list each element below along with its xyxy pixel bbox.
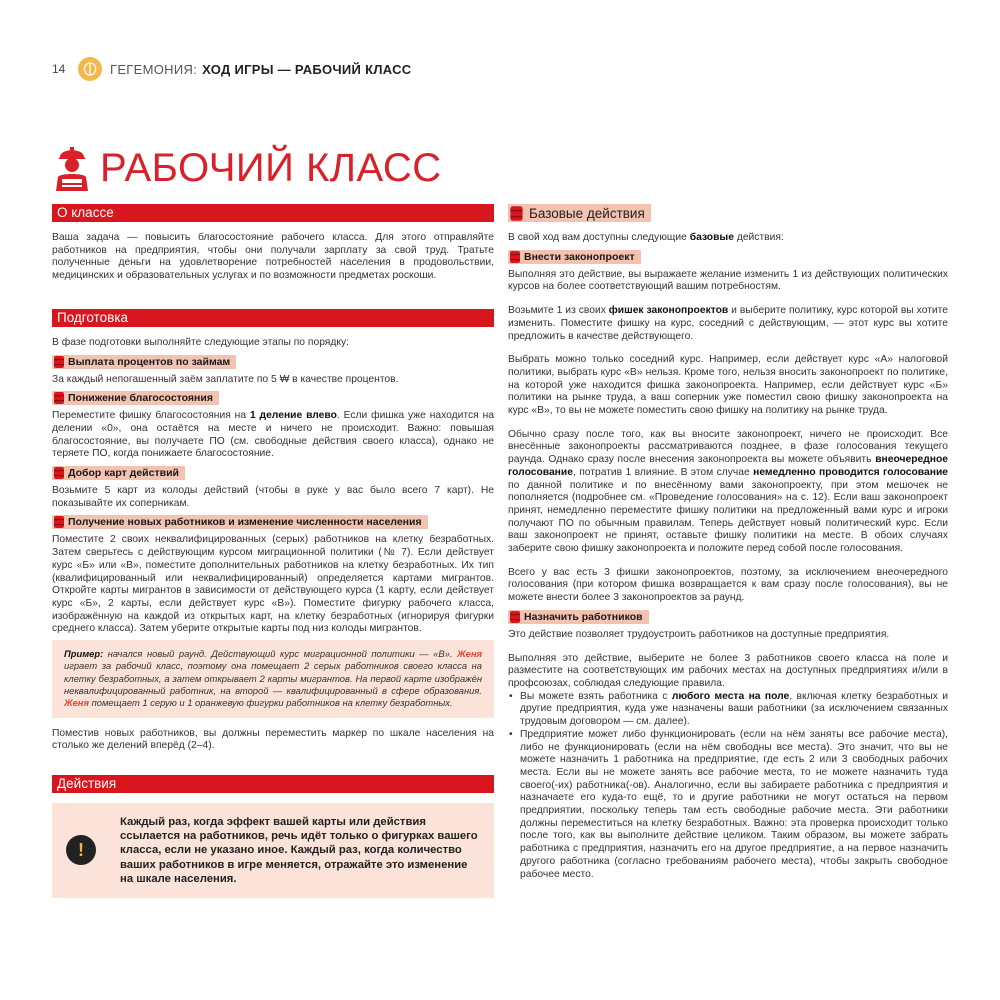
draw-heading-label: Добор карт действий [68,467,179,480]
section-basic-label: Базовые действия [529,205,645,221]
left-column [52,204,494,898]
barrel-icon [54,391,64,405]
welfare-heading [52,391,219,405]
barrel-icon [510,205,523,222]
page-title [52,142,442,194]
migration-text: Поместите 2 своих неквалифицированных (серых) работников на клетку безработных. Затем сверьтесь с действующим курсом миграционной политики (№ 7). Если действует курс «Б» или «В», поместите дополнительных работников на клетку безработных. Их тип (квалифицированный или неквалифицированный) определяется картами мигрантов. Откройте карты мигрантов в зависимости от действующего курса (1 карту, если действует курс «Б», 2 карты, если действует курс «В»). Поместите фигурку рабочего класса, изображённую на каждой из открытых карт, на клетку безработных (игнорируя фигурки среднего класса). Затем уберите открытые карты под низ колоды мигрантов. [52,534,494,635]
section-basic-heading [508,204,651,222]
example-box [52,640,494,717]
draw-text: Возьмите 5 карт из колоды действий (чтобы в руке у вас было всего 7 карт). Не показывайте их соперникам. [52,485,494,509]
about-text: Ваша задача — повысить благосостояние рабочего класса. Для этого отправляйте работников на предприятия, чтобы они получали зарплату за свой труд. Тратьте полученные деньги на удовлетворение потребностей населения в продовольствии, медицинских и образовательных услугах и по возможности предметах роскоши. [52,232,494,282]
basic-intro: В свой ход вам доступны следующие базовые действия: [508,232,784,243]
bill-p5: Всего у вас есть 3 фишки законопроектов, поэтому, за исключением внеочередного голосования (при котором фишка возвращается к вам сразу после голосования), вы не можете внести более 3 законопроектов за раунд. [508,566,948,604]
right-column [508,204,948,881]
barrel-icon [510,610,520,624]
interest-heading [52,355,236,369]
section-prep-heading: Подготовка [52,309,494,327]
brain-icon [78,57,102,81]
bill-p3: Выбрать можно только соседний курс. Например, если действует курс «А» налоговой политики, выбрать курс «В» нельзя. Кроме того, нельзя вносить законопроект по политике, на которой уже находится фишка законопроекта. Например, если действует курс «Б» политики на рынке труда, а ваш соперник уже поместил свою фишку законопроекта на курс «В», то вы не можете поместить свою фишку на политику на рынке труда. [508,354,948,417]
bill-heading [508,250,641,264]
assign-heading-label: Назначить работников [524,610,643,623]
section-actions-heading: Действия [52,775,494,793]
barrel-icon [54,466,64,480]
bill-p1: Выполняя это действие, вы выражаете желание изменить 1 из действующих политических курсов на более соответствующий вашим потребностям. [508,268,948,293]
after-migration-text: Поместив новых работников, вы должны переместить маркер по шкале населения на столько же делений вперёд (2–4). [52,727,494,752]
bill-heading-label: Внести законопроект [524,250,635,263]
assign-heading [508,610,649,624]
example-text: Пример: начался новый раунд. Действующий курс миграционной политики — «В». Женя играет за рабочий класс, поэтому она помещает 2 серых работников своего класса на клетку безработных, а затем открывает 2 карты мигрантов. На первой карте изображён неквалифицированный работник, на второй — квалифицированный в сфере образования. Женя помещает 1 серую и 1 оранжевую фигурки работников на клетку безработных. [64,648,482,709]
header-game: ГЕГЕМОНИЯ: [110,61,198,77]
page-header [52,56,411,82]
barrel-icon [54,515,64,529]
list-item: • Предприятие может либо функционировать (если на нём заняты все рабочие места), либо не функционировать (если на нём свободны все места). Это значит, что вы не можете назначить 1 работника на предприятие, где есть 2 или 3 свободных рабочих места. Если вы не можете занять все рабочие места, то не можете назначить туда своего(-их) работника(-ов). Аналогично, если вы забираете работника с предприятия и назначаете его куда-то ещё, то и другие работники не могут остаться на первом предприятии, поскольку теперь там есть свободные рабочие места. Эти работники должны переместиться на клетку безработных. Важно: эта проверка происходит только после того, как вы выполните действие целиком. Таким образом, вы можете забрать работника с предприятия, назначить его на другое предприятие, а на первое назначить другого работника (согласно требованиям рабочего места), чтобы закрыть свободное рабочее место. [508,729,948,881]
prep-intro: В фазе подготовки выполняйте следующие этапы по порядку: [52,336,350,348]
assign-rules-list [508,691,948,882]
interest-heading-label: Выплата процентов по займам [68,355,231,368]
barrel-icon [510,250,520,264]
header-chapter: ХОД ИГРЫ — РАБОЧИЙ КЛАСС [202,61,412,77]
warning-icon: ! [66,835,96,865]
assign-p1: Это действие позволяет трудоустроить работников на доступные предприятия. [508,628,890,640]
interest-text: За каждый непогашенный заём заплатите по 5 ₩ в качестве процентов. [52,373,399,385]
worker-icon [52,143,92,193]
section-about-heading: О классе [52,204,494,222]
bill-p2: Возьмите 1 из своих фишек законопроектов и выберите политику, курс которой вы хотите изменить. Поместите фишку на курс, соседний с действующим, — этот курс вы хотите предложить в качестве действующего. [508,305,948,342]
migration-heading-label: Получение новых работников и изменение численности населения [68,516,422,529]
barrel-icon [54,355,64,369]
title-text: РАБОЧИЙ КЛАСС [100,146,442,190]
bill-p4: Обычно сразу после того, как вы вносите законопроект, ничего не происходит. Все внесённые законопроекты рассматриваются позднее, в фазе голосования текущего раунда. Однако сразу после внесения законопроекта вы можете объявить внеочередное голосование, потратив 1 влияние. В этом случае немедленно проводится голосование по данной политике и по внесённому вами законопроекту, при этом мешочек не пополняется (подробнее см. «Проведение голосования» на с. 12). Если ваш законопроект принят, немедленно переместите фишку политики на предложенный вами курс и игроки получают ПО по обычным правилам. Теперь действует новый политический курс. Если ваш законопроект не принят, оставьте фишку политики на месте. В обоих случаях заберите свою фишку законопроекта и положите перед собой после голосования. [508,428,949,555]
page-number: 14 [52,62,66,76]
assign-p2: Выполняя это действие, выберите не более 3 работников своего класса на поле и разместите на соответствующих им рабочих местах на доступных предприятиях и/или в профсоюзах, соблюдая следующие правила. [508,652,948,689]
migration-heading [52,515,428,529]
draw-heading [52,466,185,480]
callout-text: Каждый раз, когда эффект вашей карты или действия ссылается на работников, речь идёт только о фигурках вашего класса, если не указано иное. Каждый раз, когда количество ваших работников в игре меняется, отражайте это изменение на шкале населения. [120,815,478,885]
welfare-text: Переместите фишку благосостояния на 1 деление влево. Если фишка уже находится на делении «0», она остаётся на месте и ничего не происходит. Важно: повышая благосостояние, вы получаете ПО (см. свободные действия своего класса), однако не теряете ПО, когда понижаете благосостояние. [52,410,495,460]
welfare-heading-label: Понижение благосостояния [68,392,213,405]
actions-callout [52,803,494,898]
list-item: • Вы можете взять работника с любого места на поле, включая клетку безработных и другие предприятия, куда уже назначены ваши работники (за исключением связанных трудовым договором — см. далее). [508,691,948,729]
